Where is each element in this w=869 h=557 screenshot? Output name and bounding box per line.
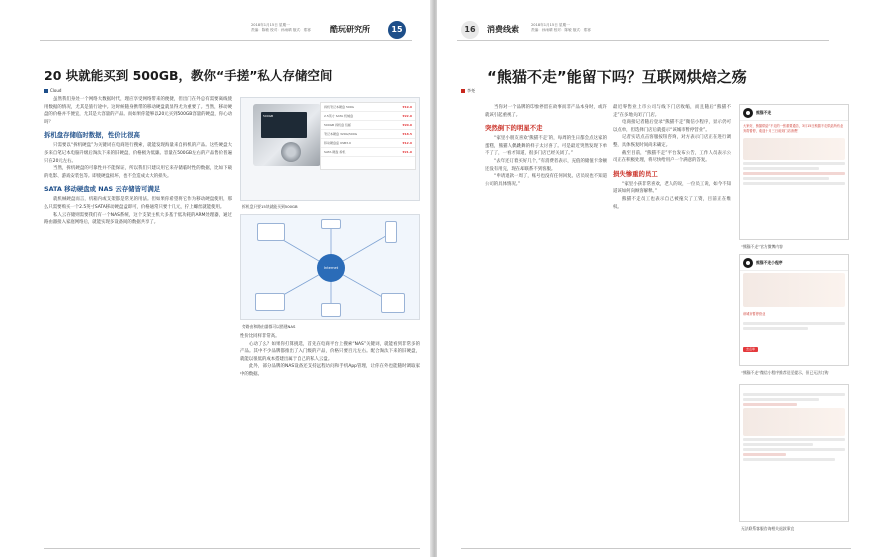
right-body-paragraph: 电商接记者随后登录“熊猫不走”微信小程序，显示仍可以点单，但选择门店后就提示“该城市暂停营业”。 xyxy=(613,120,731,133)
right-header-meta xyxy=(531,23,591,33)
right-body-paragraph: 最近零售业上市公司与线下门店收缩，而且随后“熊猫不走”在多地关闭了门店。 xyxy=(613,105,731,118)
phone3-caption: 无法联系客服咨询相关退款事宜 xyxy=(741,526,795,531)
shop-row: SATA 硬盘 拆机 ¥21.0 xyxy=(321,148,415,157)
right-header-editors: 责编：孙雨晴 校对：陈敏 版式：郑寒 xyxy=(531,28,591,32)
left-article-title: 20 块就能买到 500GB，教你“手搓”私人存储空间 xyxy=(44,68,333,83)
tablet-node-icon xyxy=(321,303,341,317)
right-subhead-1: 突然倒下的明星不走 xyxy=(485,124,543,133)
miniprogram-name: 熊猫不走小程序 xyxy=(756,259,783,265)
weibo-comment-line xyxy=(743,172,845,175)
chat-line xyxy=(743,438,845,441)
weibo-comment-line xyxy=(743,162,845,165)
weibo-notice: 大家好，熊猫烘焙“不走的一张重要通告，3月15日熊猫不走烘焙所有业务将暂停，欢迎十月三日前到门店消费！ xyxy=(743,124,844,133)
left-body-paragraph: 性价比同样非常高。 xyxy=(240,334,280,339)
order-button-wrap xyxy=(740,332,848,357)
customer-service-screenshot xyxy=(739,384,849,522)
store-closed-notice: 该城市暂停营业 xyxy=(743,312,766,316)
miniprogram-banner xyxy=(743,273,845,307)
router-node-icon xyxy=(321,219,341,229)
left-intro-paragraph: 虽然我们身处一个网络大数据时代，理应享受网络带来的便捷，但出门在外总有需要离线使用数据的情况，尤其是旅行途中。这时候随身携带的移动硬盘就显得尤为重要了。当然，移动硬盘的价格并不便宜，尤其是大容量的产品。而如果你能够以20元买到500GB容量的硬盘，你心动吗？ xyxy=(44,97,232,125)
left-header-meta xyxy=(251,23,311,33)
left-body-paragraph: 只需要以“拆机硬盘”为关键词在电商进行搜索，就能发现海量来自拆机的产品。这些硬盘大多来自笔记本电脑升级后淘汰下来的旧硬盘，价格极为低廉。容量在500GB左右的产品售价普遍只在20元左右。 xyxy=(44,143,232,164)
tv-node-icon xyxy=(255,293,285,311)
figure1-caption: 拆机盘只要15块就能买到500GB xyxy=(242,204,298,209)
right-header-date: 2018年1月15日 星期一 xyxy=(531,23,570,27)
left-footer-rule xyxy=(44,548,420,549)
panda-avatar-icon xyxy=(743,258,753,268)
hdd-label xyxy=(261,112,307,138)
right-body-paragraph: 记者实话点击客服按钮咨询，对方表示门店正在进行调整，具体恢复时间尚未确定。 xyxy=(613,135,731,148)
byline-square-icon xyxy=(461,89,465,93)
miniprogram-status xyxy=(740,309,848,320)
miniprogram-line xyxy=(743,322,845,325)
right-byline xyxy=(461,88,475,94)
chat-line xyxy=(743,448,845,451)
left-byline xyxy=(44,88,61,93)
byline-square-icon xyxy=(44,89,48,93)
phone2-caption: “熊猫不走”微信小程序推荐送至提示，但已无法订购 xyxy=(741,370,829,375)
weibo-post-text xyxy=(740,121,848,136)
weibo-post-image xyxy=(743,138,845,160)
left-header-rule xyxy=(40,40,412,41)
hdd-illustration xyxy=(253,104,321,166)
hdd-capacity: 500GB xyxy=(263,114,274,118)
chat-line xyxy=(743,443,813,446)
right-col-2 xyxy=(613,104,731,211)
miniprogram-line xyxy=(743,327,808,330)
right-article-title: “熊猫不走”能留下吗？互联网烘焙之殇 xyxy=(487,68,747,86)
weibo-account-name: 熊猫不走 xyxy=(756,109,772,115)
figure2-caption: 旁路由和路由器都可以搭建NAS xyxy=(242,324,296,329)
nas-network-diagram xyxy=(240,214,420,320)
chat-image xyxy=(743,408,845,436)
right-header-rule xyxy=(457,40,829,41)
left-page-header xyxy=(0,18,432,42)
panda-avatar-icon xyxy=(743,108,753,118)
right-footer-rule xyxy=(461,548,851,549)
right-body-paragraph: “申请退款一周了，账号也没有任何回复。店员说也不知道公司的具体情况。” xyxy=(485,174,607,187)
weibo-comment-line xyxy=(743,167,819,170)
right-subhead-2: 损失惨重的员工 xyxy=(613,169,658,178)
chat-line xyxy=(743,398,819,401)
left-page-number: 15 xyxy=(388,21,406,39)
weibo-comment-line xyxy=(743,177,829,180)
hdd-platter-icon xyxy=(281,142,301,162)
left-body-paragraph: 私人云存储则需要我们有一个NAS系统，这个支架主机大多基于低功耗的ARM处理器，通过路由器接入家庭网络后，就能实现多设备间的数据共享了。 xyxy=(44,212,232,226)
internet-hub: Internet xyxy=(317,254,345,282)
right-author: 李尧 xyxy=(467,88,475,93)
left-subhead-2: SATA 移动硬盘或 NAS 云存储皆可满足 xyxy=(44,185,161,194)
left-header-date: 2018年1月15日 星期一 xyxy=(251,23,290,27)
left-author: Cloud xyxy=(50,88,62,93)
nas-node-icon xyxy=(381,293,405,313)
left-body-paragraph: 就机械硬盘而言，机箱内或支架都是常见的用法。但如果你希望将它作为移动硬盘使用，那么只需要购买一个2.5英寸SATA移动硬盘盒即可，价格通常只要十几元，拧上螺丝就能使用。 xyxy=(44,197,232,210)
chat-line xyxy=(743,453,786,456)
shop-row: 拆机笔记本硬盘 500G ¥19.9 xyxy=(321,103,415,112)
right-col-1 xyxy=(485,104,607,188)
right-body-paragraph: 截至目前，“熊猫不走”平台发布公告，工作人员表示公司正在积极处理，将尽快给用户一个满意的答复。 xyxy=(613,150,731,164)
right-body-paragraph: “去年还订着买好几个，”有消费者表示，充值的储值卡余额还没有用完，现在却联系不到客服。 xyxy=(485,158,607,172)
shop-row: 移动硬盘盒 USB3.0 ¥12.9 xyxy=(321,139,415,148)
shop-price: ¥20.0 xyxy=(402,123,412,127)
right-page xyxy=(437,0,869,557)
left-body-paragraph: 当然，拆机硬盘的可靠性并不能保证，所以我们只建议用它来存储临时性的数据，比如下载的电影、游戏安装包等。即使硬盘损坏，也不会造成太大的损失。 xyxy=(44,166,232,179)
order-button[interactable]: 去点单 xyxy=(743,347,758,352)
right-intro-paragraph: 当你对一个品牌的印象停留在故事而非产品本身时，或许就该引起重视了。 xyxy=(485,105,607,118)
weibo-screenshot xyxy=(739,104,849,240)
shop-row: 500GB 拆机盘 包邮 ¥20.0 xyxy=(321,121,415,130)
weibo-comment-line xyxy=(743,182,845,185)
hdd-product-image xyxy=(240,97,420,201)
shop-listing xyxy=(320,102,416,170)
left-section-name: 酷玩研究所 xyxy=(330,25,370,34)
right-body-paragraph: “家里小孩非常喜欢，老人的说，一位员工说，如今不知道该如何向顾客解释。” xyxy=(613,181,731,195)
phone1-caption: “熊猫不走”官方微博内容 xyxy=(741,244,783,249)
shop-price: ¥21.0 xyxy=(402,150,412,154)
left-page xyxy=(0,0,432,557)
shop-row: 2.5英寸 SATA 机械盘 ¥22.0 xyxy=(321,112,415,121)
shop-price: ¥12.9 xyxy=(402,141,412,145)
shop-price: ¥18.5 xyxy=(402,132,412,136)
right-page-number: 16 xyxy=(461,21,479,39)
weibo-post-header xyxy=(740,105,848,121)
right-body-paragraph: 熊猫不走员工也表示自己被拖欠了工资，目前正在维权。 xyxy=(613,196,731,210)
left-body-paragraph: 心动了么？如果你打算挑选，首先在电商平台上搜索“NAS”关键词，就能看到非常多的产品。其中不少品牌都推出了入门级的产品，价格只要百元左右。配合淘汰下来的旧硬盘，就能以很低的成本搭建出属于自己的私人云盘。 xyxy=(240,341,420,362)
left-col-2 xyxy=(240,333,420,379)
left-header-editors: 责编：陈敏 校对：孙雨晴 版式：郑寒 xyxy=(251,28,311,32)
shop-row: 笔记本硬盘 320G/500G ¥18.5 xyxy=(321,130,415,139)
laptop-node-icon xyxy=(257,223,285,241)
left-col-1 xyxy=(44,96,232,227)
right-page-header xyxy=(437,18,869,42)
shop-price: ¥19.9 xyxy=(402,105,412,109)
chat-line xyxy=(743,403,797,406)
miniprogram-header xyxy=(740,255,848,271)
shop-price: ¥22.0 xyxy=(402,114,412,118)
right-body-paragraph: “家里小朋友喜欢‘熊猫不走’的，每周的生日都会点这家的蛋糕，熊猫人偶跳舞的样子太讨喜了。可是最近突然发现下单不了了，一看才知道，很多门店已经关闭了。” xyxy=(485,136,607,157)
left-body-paragraph: 此外，部分品牌的NAS设备还支持远程访问和手机App管理，让你在外也能随时调取家中的数据。 xyxy=(240,364,420,377)
miniprogram-screenshot xyxy=(739,254,849,366)
chat-line xyxy=(743,458,835,461)
left-subhead-1: 拆机盘存储临时数据，性价比很高 xyxy=(44,131,140,140)
chat-line xyxy=(743,393,845,396)
right-section-name: 消费线索 xyxy=(487,25,519,34)
phone-node-icon xyxy=(385,221,397,243)
